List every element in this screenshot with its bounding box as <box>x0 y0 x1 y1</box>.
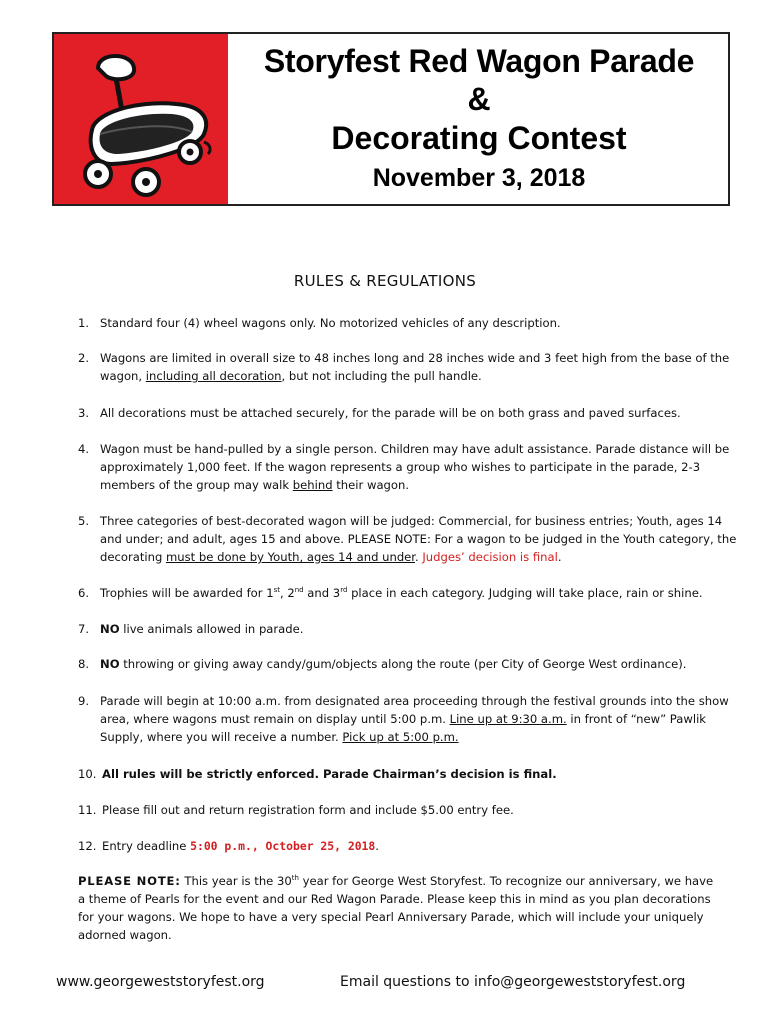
text-run: Entry deadline <box>102 839 191 853</box>
text-run: Parade will begin at 10:00 a.m. from designated area proceeding through the festival grounds into the show area, where wagons must remain on display until 5:00 p.m. <box>100 694 729 726</box>
underlined-text: behind <box>292 478 333 492</box>
text-run: This year is the 30 <box>180 874 292 888</box>
rule-number: 6. <box>78 586 90 600</box>
website-link[interactable]: www.georgeweststoryfest.org <box>56 974 265 990</box>
text-run: live animals allowed in parade. <box>119 622 304 636</box>
text-run: Trophies will be awarded for 1 <box>100 586 274 600</box>
page-title-line1: Storyfest Red Wagon Parade <box>263 43 695 79</box>
rule-text <box>102 837 742 855</box>
red-wagon-logo <box>54 34 228 204</box>
rule-text: All decorations must be attached securely, for the parade will be on both grass and paved surfaces. <box>100 406 681 420</box>
superscript: nd <box>294 586 304 595</box>
rule-number: 10. <box>78 767 97 781</box>
bold-text: NO <box>100 657 120 671</box>
text-run: in front of “new” Pawlik Supply, where you will receive a number. <box>100 712 707 744</box>
text-run: throwing or giving away candy/gum/objects along the route (per City of George West ordinance). <box>119 657 687 671</box>
event-date: November 3, 2018 <box>372 164 586 192</box>
underlined-text: including all decoration <box>145 369 282 383</box>
rule-text <box>100 512 740 566</box>
please-note-paragraph <box>78 872 718 944</box>
rule-text <box>100 620 740 638</box>
wagon-icon <box>54 34 228 204</box>
rule-number: 12. <box>78 839 97 853</box>
rule-text <box>100 584 740 602</box>
rule-text: Please fill out and return registration form and include $5.00 entry fee. <box>102 803 514 817</box>
text-run: and 3 <box>303 586 341 600</box>
page-title-ampersand: & <box>467 81 491 117</box>
title-block <box>230 34 728 204</box>
text-run: Three categories of best-decorated wagon will be judged: Commercial, for business entries; Youth, ages 14 and under; and adult, ages 15 and above. PLEASE NOTE: For a wagon to be judged in the Youth category, the decorating <box>100 514 737 564</box>
text-run: . <box>557 550 562 564</box>
rule-text: Standard four (4) wheel wagons only. No motorized vehicles of any description. <box>100 316 561 330</box>
rule-number: 9. <box>78 694 90 708</box>
red-text: Judges’ decision is final <box>422 550 558 564</box>
rule-number: 4. <box>78 442 90 456</box>
underlined-text: Line up at 9:30 a.m. <box>449 712 567 726</box>
text-run: their wagon. <box>332 478 410 492</box>
text-run: . <box>375 839 379 853</box>
text-run: place in each category. Judging will take place, rain or shine. <box>347 586 703 600</box>
bold-text: NO <box>100 622 120 636</box>
superscript: th <box>291 874 299 883</box>
underlined-text: Pick up at 5:00 p.m. <box>342 730 459 744</box>
text-run: Wagons are limited in overall size to 48 inches long and 28 inches wide and 3 feet high from the base of the wagon, <box>100 351 730 383</box>
text-run: , but not including the pull handle. <box>281 369 482 383</box>
text-run: Wagon must be hand-pulled by a single person. Children may have adult assistance. Parade distance will be approximately 1,000 feet. If the wagon represents a group who wishes to participate in the parade, 2-3 members of the group may walk <box>100 442 730 492</box>
text-run: , 2 <box>279 586 295 600</box>
superscript: st <box>273 586 280 595</box>
note-label: PLEASE NOTE: <box>78 874 181 888</box>
rule-number: 7. <box>78 622 90 636</box>
rule-text <box>100 349 740 385</box>
rule-number: 2. <box>78 351 90 365</box>
rule-text <box>100 655 740 673</box>
email-contact[interactable]: Email questions to info@georgeweststoryfest.org <box>340 974 686 990</box>
rule-number: 11. <box>78 803 97 817</box>
rules-heading: RULES & REGULATIONS <box>293 272 477 290</box>
rule-text <box>100 692 740 746</box>
deadline-text: 5:00 p.m., October 25, 2018 <box>190 839 376 853</box>
rule-number: 1. <box>78 316 90 330</box>
page-title-line3: Decorating Contest <box>331 120 627 156</box>
rule-text: All rules will be strictly enforced. Parade Chairman’s decision is final. <box>102 767 557 781</box>
rule-text <box>100 440 740 494</box>
text-run: year for George West Storyfest. To recognize our anniversary, we have a theme of Pearls for the event and our Red Wagon Parade. Please keep this in mind as you plan decorations for your wagons. We hope to have a very special Pearl Anniversary Parade, which will include your uniquely adorned wagon. <box>78 874 714 942</box>
text-run: . <box>415 550 423 564</box>
rule-number: 5. <box>78 514 90 528</box>
header-box <box>52 32 730 206</box>
rule-number: 3. <box>78 406 90 420</box>
rule-number: 8. <box>78 657 90 671</box>
superscript: rd <box>340 586 348 595</box>
underlined-text: must be done by Youth, ages 14 and under <box>166 550 416 564</box>
